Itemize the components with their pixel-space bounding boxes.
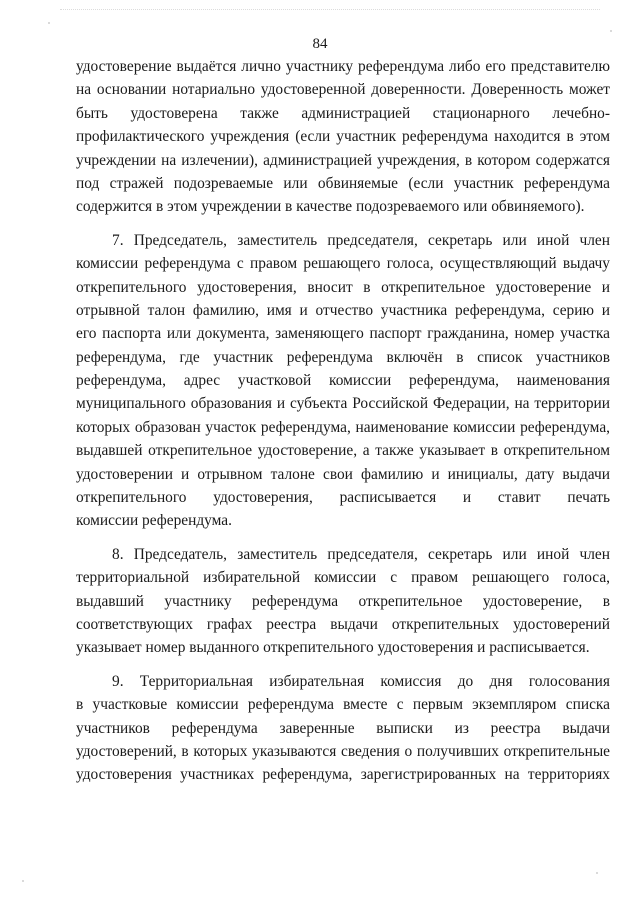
text-line: 7. Председатель, заместитель председателя, секретарь или иной член (112, 231, 610, 249)
scan-speck (48, 22, 50, 24)
text-line: выдавшей открепительное удостоверение, а также указывает в открепительном (76, 442, 610, 460)
text-line: выдавший участнику референдума открепительное удостоверение, в (76, 592, 610, 610)
text-line: удостоверений, в которых указываются сведения о получивших открепительные (76, 742, 610, 760)
scan-speck (22, 880, 24, 882)
text-line: референдума, адрес участковой комиссии референдума, наименования (76, 372, 610, 390)
text-line: открепительного удостоверения, расписывается и ставит печать (76, 489, 610, 507)
text-line: удостоверение выдаётся лично участнику референдума либо его представителю (76, 58, 610, 75)
text-line: 8. Председатель, заместитель председателя, секретарь или иной член (112, 545, 610, 563)
text-line: муниципального образования и субъекта Российской Федерации, на территории (76, 395, 610, 413)
scan-speck (596, 872, 598, 874)
text-line: учреждении на излечении), администрацией учреждения, в котором содержатся (76, 151, 610, 169)
scan-artifact-top (60, 9, 600, 13)
text-line: участников референдума заверенные выписки из реестра выдачи (76, 719, 610, 737)
text-line: которых образован участок референдума, наименование комиссии референдума, (76, 418, 610, 436)
text-line: удостоверения участниках референдума, зарегистрированных на территориях (76, 766, 610, 784)
text-line: его паспорта или документа, заменяющего паспорт гражданина, номер участка (76, 325, 610, 343)
text-line: комиссии референдума. (76, 512, 232, 530)
text-line: в участковые комиссии референдума вместе с первым экземпляром списка (76, 696, 610, 714)
text-line: профилактического учреждения (если участник референдума находится в этом (76, 128, 610, 146)
text-line: указывает номер выданного открепительного удостоверения и расписывается. (76, 639, 590, 657)
text-line: удостоверении и отрывном талоне свои фамилию и инициалы, дату выдачи (76, 465, 610, 483)
document-body (76, 55, 610, 787)
text-line: под стражей подозреваемые или обвиняемые (если участник референдума (76, 174, 610, 192)
text-line: 9. Территориальная избирательная комиссия до дня голосования (112, 672, 610, 690)
page-number: 84 (312, 36, 328, 52)
text-line: содержится в этом учреждении в качестве подозреваемого или обвиняемого). (76, 198, 585, 216)
scan-speck (610, 30, 612, 32)
text-line: соответствующих графах реестра выдачи открепительных удостоверений (76, 615, 610, 633)
text-line: отрывной талон фамилию, имя и отчество участника референдума, серию и (76, 301, 610, 319)
paragraph (76, 670, 610, 787)
paragraph (76, 543, 610, 660)
text-line: референдума, где участник референдума включён в список участников (76, 348, 610, 366)
text-line: комиссии референдума с правом решающего голоса, осуществляющий выдачу (76, 255, 610, 273)
text-line: открепительного удостоверения, вносит в открепительное удостоверение и (76, 278, 610, 296)
paragraph (76, 229, 610, 533)
paragraph (76, 55, 610, 219)
text-line: территориальной избирательной комиссии с правом решающего голоса, (76, 569, 610, 587)
text-line: быть удостоверена также администрацией стационарного лечебно- (76, 104, 610, 122)
text-line: на основании нотариально удостоверенной доверенности. Доверенность может (76, 81, 610, 99)
